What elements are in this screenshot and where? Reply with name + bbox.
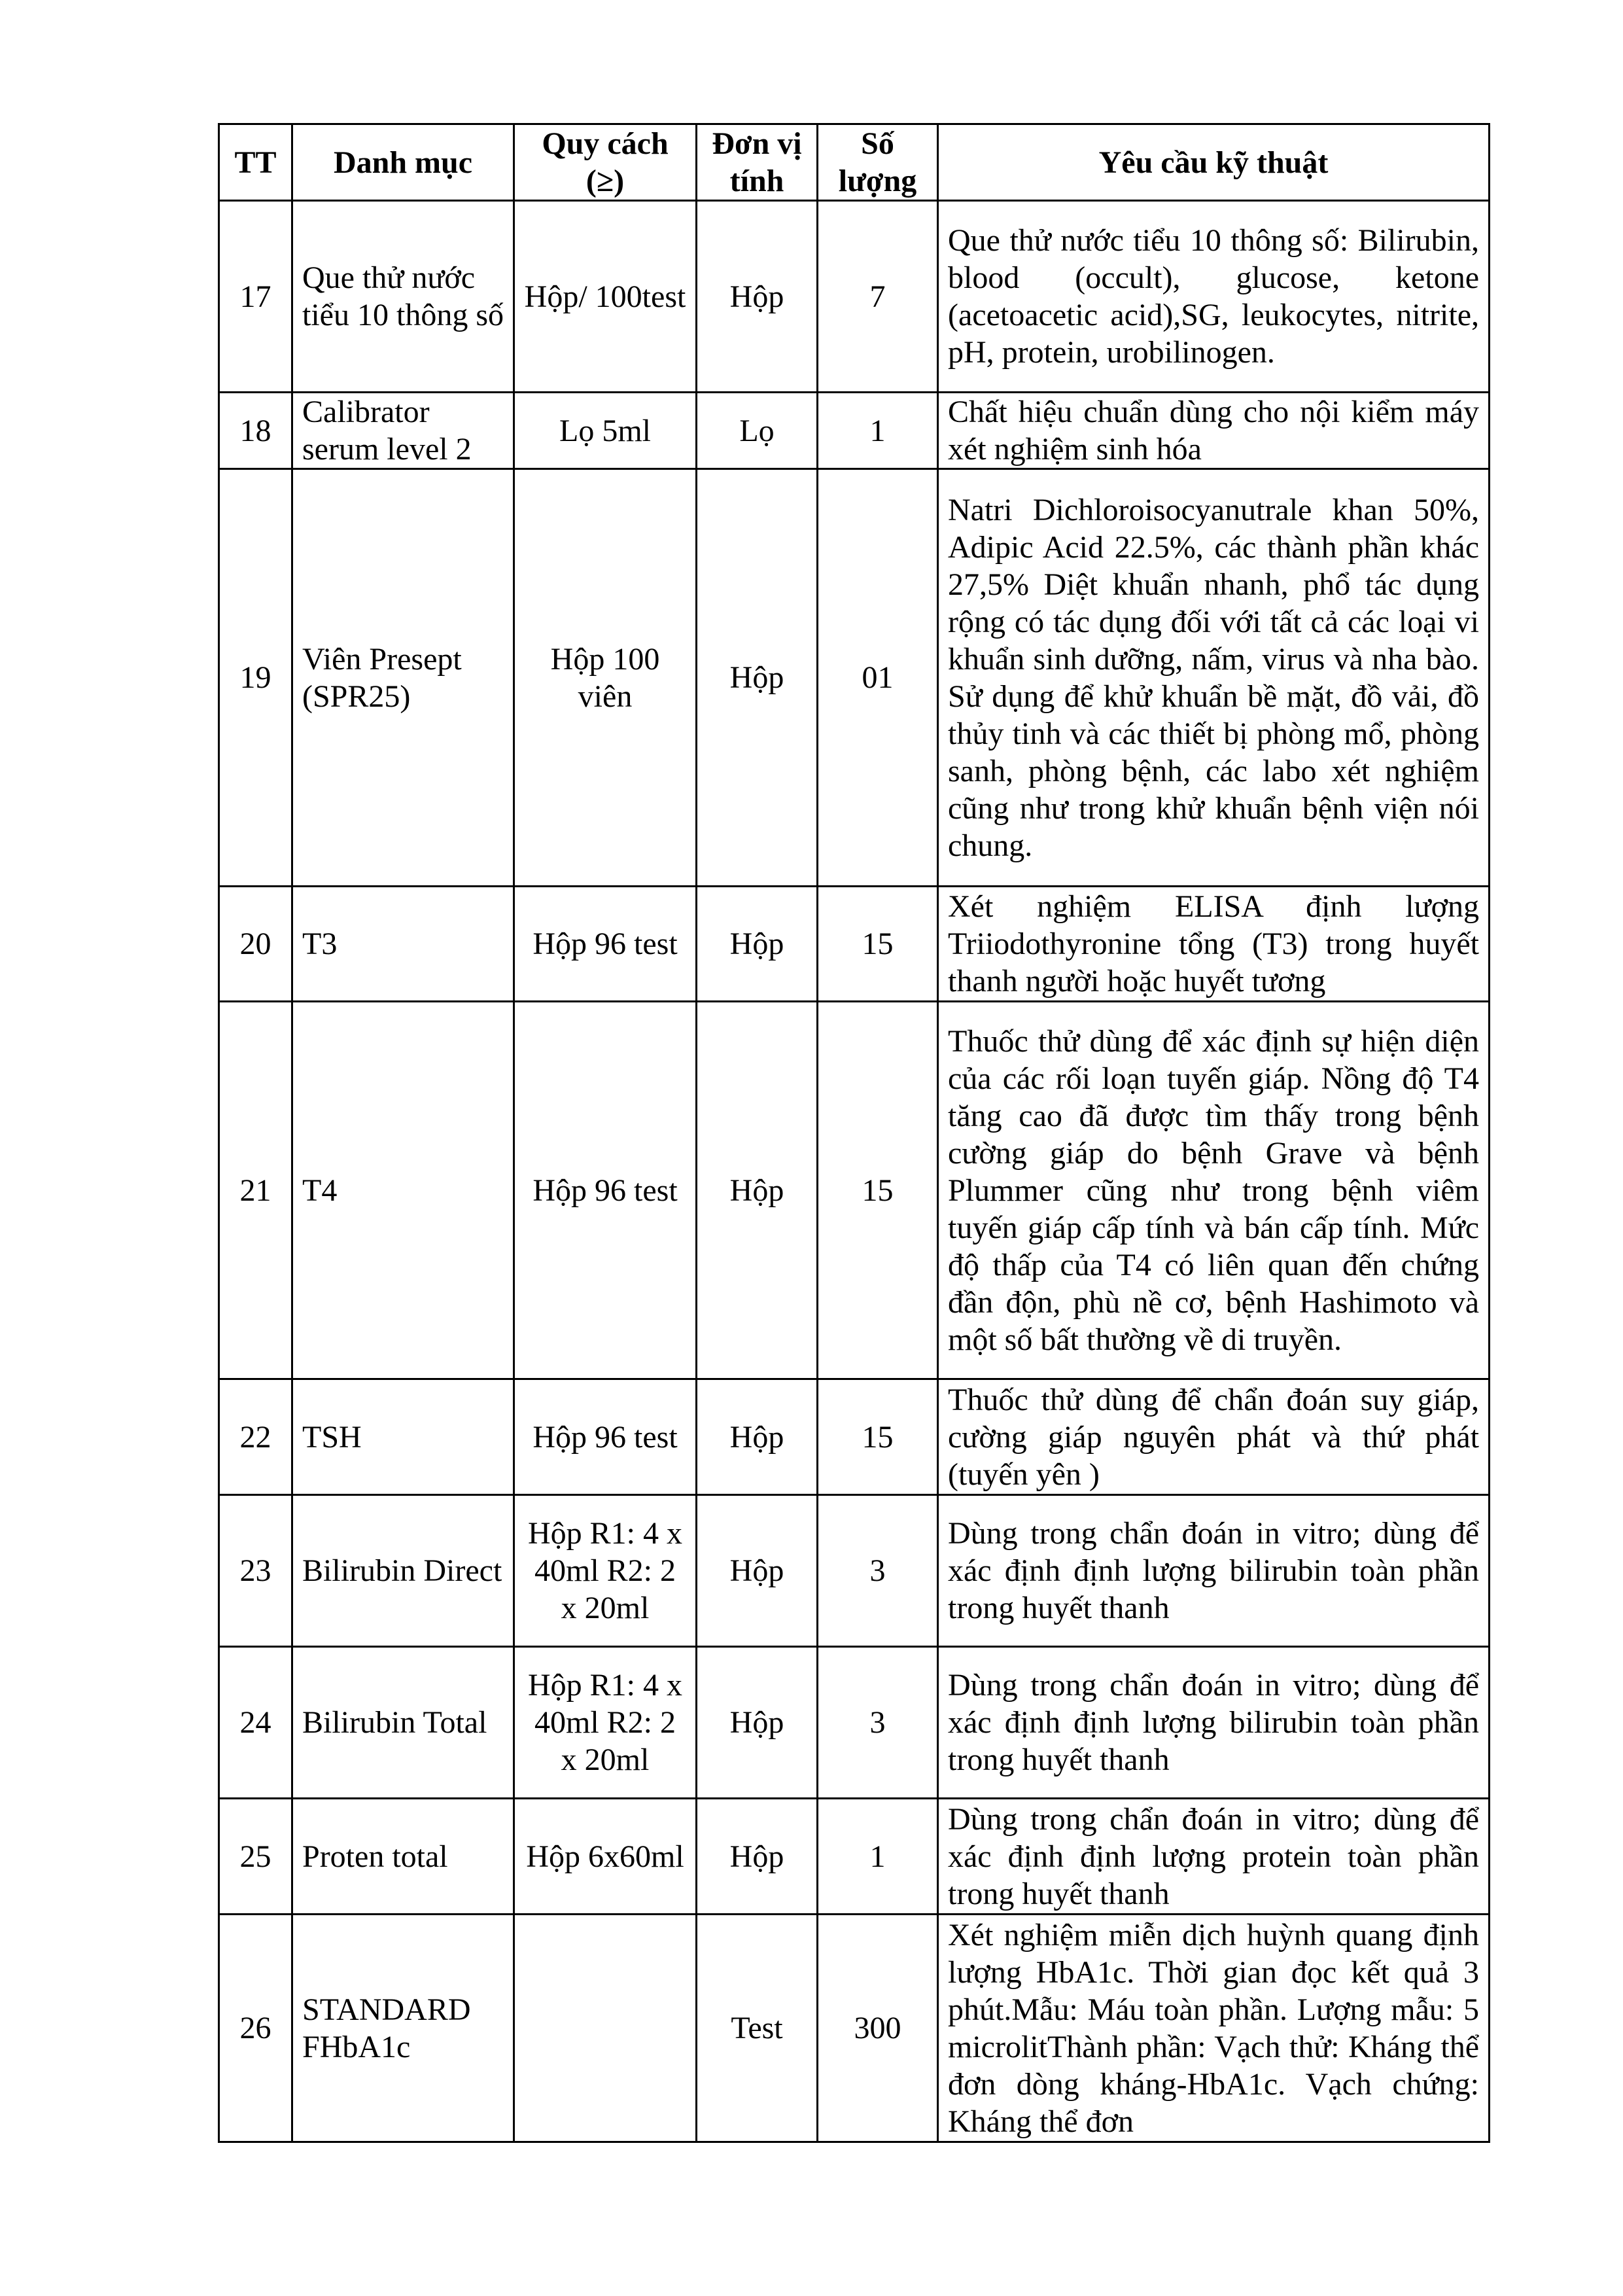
cell-yeu-cau: Natri Dichloroisocyanutrale khan 50%, Adipic Acid 22.5%, các thành phần khác 27,5% Diệt khuẩn nhanh, phổ tác dụng rộng có tác dụng đối với tất cả các loại vi khuẩn sinh dưỡng, nấm, virus và nha bào. Sử dụng để khử khuẩn bề mặt, đồ vải, đồ thủy tinh và các thiết bị phòng mổ, phòng sanh, phòng bệnh, các labo xét nghiệm cũng như trong khử khuẩn bệnh viện nói chung. xyxy=(938,469,1490,887)
cell-quy-cach: Lọ 5ml xyxy=(514,393,697,469)
cell-danh-muc: Calibrator serum level 2 xyxy=(292,393,514,469)
header-quy-cach: Quy cách (≥) xyxy=(514,124,697,201)
cell-so-luong: 7 xyxy=(818,201,938,393)
cell-yeu-cau: Dùng trong chẩn đoán in vitro; dùng để xác định định lượng bilirubin toàn phần trong huyết thanh xyxy=(938,1647,1490,1799)
cell-yeu-cau: Dùng trong chẩn đoán in vitro; dùng để xác định định lượng bilirubin toàn phần trong huyết thanh xyxy=(938,1495,1490,1647)
cell-don-vi: Hộp xyxy=(697,1495,818,1647)
cell-quy-cach: Hộp 96 test xyxy=(514,1379,697,1495)
cell-tt: 22 xyxy=(219,1379,292,1495)
cell-yeu-cau: Chất hiệu chuẩn dùng cho nội kiểm máy xét nghiệm sinh hóa xyxy=(938,393,1490,469)
cell-danh-muc: STANDARD FHbA1c xyxy=(292,1915,514,2142)
cell-yeu-cau: Que thử nước tiểu 10 thông số: Bilirubin, blood (occult), glucose, ketone (acetoacetic acid),SG, leukocytes, nitrite, pH, protein, urobilinogen. xyxy=(938,201,1490,393)
cell-danh-muc: Proten total xyxy=(292,1799,514,1915)
cell-so-luong: 15 xyxy=(818,1379,938,1495)
header-don-vi: Đơn vị tính xyxy=(697,124,818,201)
header-so-luong: Số lượng xyxy=(818,124,938,201)
table-row xyxy=(219,887,1490,1002)
cell-tt: 21 xyxy=(219,1002,292,1379)
cell-tt: 25 xyxy=(219,1799,292,1915)
cell-danh-muc: TSH xyxy=(292,1379,514,1495)
cell-yeu-cau: Thuốc thử dùng để chẩn đoán suy giáp, cường giáp nguyên phát và thứ phát (tuyến yên ) xyxy=(938,1379,1490,1495)
cell-don-vi: Hộp xyxy=(697,1647,818,1799)
cell-tt: 17 xyxy=(219,201,292,393)
cell-so-luong: 3 xyxy=(818,1495,938,1647)
cell-don-vi: Hộp xyxy=(697,1799,818,1915)
cell-yeu-cau: Xét nghiệm miễn dịch huỳnh quang định lượng HbA1c. Thời gian đọc kết quả 3 phút.Mẫu: Máu toàn phần. Lượng mẫu: 5 microlitThành phần: Vạch thử: Kháng thể đơn dòng kháng-HbA1c. Vạch chứng: Kháng thể đơn xyxy=(938,1915,1490,2142)
header-yeu-cau: Yêu cầu kỹ thuật xyxy=(938,124,1490,201)
cell-quy-cach: Hộp 96 test xyxy=(514,1002,697,1379)
cell-tt: 24 xyxy=(219,1647,292,1799)
cell-danh-muc: Que thử nước tiểu 10 thông số xyxy=(292,201,514,393)
cell-quy-cach: Hộp R1: 4 x 40ml R2: 2 x 20ml xyxy=(514,1647,697,1799)
cell-don-vi: Hộp xyxy=(697,1002,818,1379)
table-row xyxy=(219,1915,1490,2142)
cell-quy-cach: Hộp 96 test xyxy=(514,887,697,1002)
cell-tt: 26 xyxy=(219,1915,292,2142)
cell-so-luong: 3 xyxy=(818,1647,938,1799)
cell-quy-cach: Hộp R1: 4 x 40ml R2: 2 x 20ml xyxy=(514,1495,697,1647)
header-row xyxy=(219,124,1490,201)
cell-don-vi: Hộp xyxy=(697,1379,818,1495)
table-row xyxy=(219,1002,1490,1379)
supplies-table xyxy=(218,123,1490,2143)
cell-tt: 23 xyxy=(219,1495,292,1647)
cell-so-luong: 15 xyxy=(818,1002,938,1379)
cell-danh-muc: Viên Presept (SPR25) xyxy=(292,469,514,887)
header-danh-muc: Danh mục xyxy=(292,124,514,201)
cell-yeu-cau: Dùng trong chẩn đoán in vitro; dùng để xác định định lượng protein toàn phần trong huyết thanh xyxy=(938,1799,1490,1915)
cell-danh-muc: T4 xyxy=(292,1002,514,1379)
cell-so-luong: 1 xyxy=(818,1799,938,1915)
cell-danh-muc: Bilirubin Total xyxy=(292,1647,514,1799)
cell-don-vi: Hộp xyxy=(697,887,818,1002)
cell-quy-cach: Hộp/ 100test xyxy=(514,201,697,393)
table-row xyxy=(219,469,1490,887)
cell-quy-cach: Hộp 6x60ml xyxy=(514,1799,697,1915)
cell-don-vi: Hộp xyxy=(697,201,818,393)
cell-don-vi: Test xyxy=(697,1915,818,2142)
cell-so-luong: 300 xyxy=(818,1915,938,2142)
cell-yeu-cau: Xét nghiệm ELISA định lượng Triiodothyronine tổng (T3) trong huyết thanh người hoặc huyết tương xyxy=(938,887,1490,1002)
table-row xyxy=(219,1379,1490,1495)
cell-tt: 18 xyxy=(219,393,292,469)
cell-so-luong: 01 xyxy=(818,469,938,887)
table-row xyxy=(219,393,1490,469)
cell-so-luong: 1 xyxy=(818,393,938,469)
cell-don-vi: Lọ xyxy=(697,393,818,469)
cell-quy-cach xyxy=(514,1915,697,2142)
cell-don-vi: Hộp xyxy=(697,469,818,887)
table-row xyxy=(219,1799,1490,1915)
table-row xyxy=(219,1495,1490,1647)
cell-so-luong: 15 xyxy=(818,887,938,1002)
table-row xyxy=(219,1647,1490,1799)
cell-danh-muc: T3 xyxy=(292,887,514,1002)
header-tt: TT xyxy=(219,124,292,201)
cell-yeu-cau: Thuốc thử dùng để xác định sự hiện diện của các rối loạn tuyến giáp. Nồng độ T4 tăng cao đã được tìm thấy trong bệnh cường giáp do bệnh Grave và bệnh Plummer cũng như trong bệnh viêm tuyến giáp cấp tính và bán cấp tính. Mức độ thấp của T4 có liên quan đến chứng đần độn, phù nề cơ, bệnh Hashimoto và một số bất thường về di truyền. xyxy=(938,1002,1490,1379)
cell-tt: 19 xyxy=(219,469,292,887)
cell-quy-cach: Hộp 100 viên xyxy=(514,469,697,887)
cell-tt: 20 xyxy=(219,887,292,1002)
table-row xyxy=(219,201,1490,393)
cell-danh-muc: Bilirubin Direct xyxy=(292,1495,514,1647)
